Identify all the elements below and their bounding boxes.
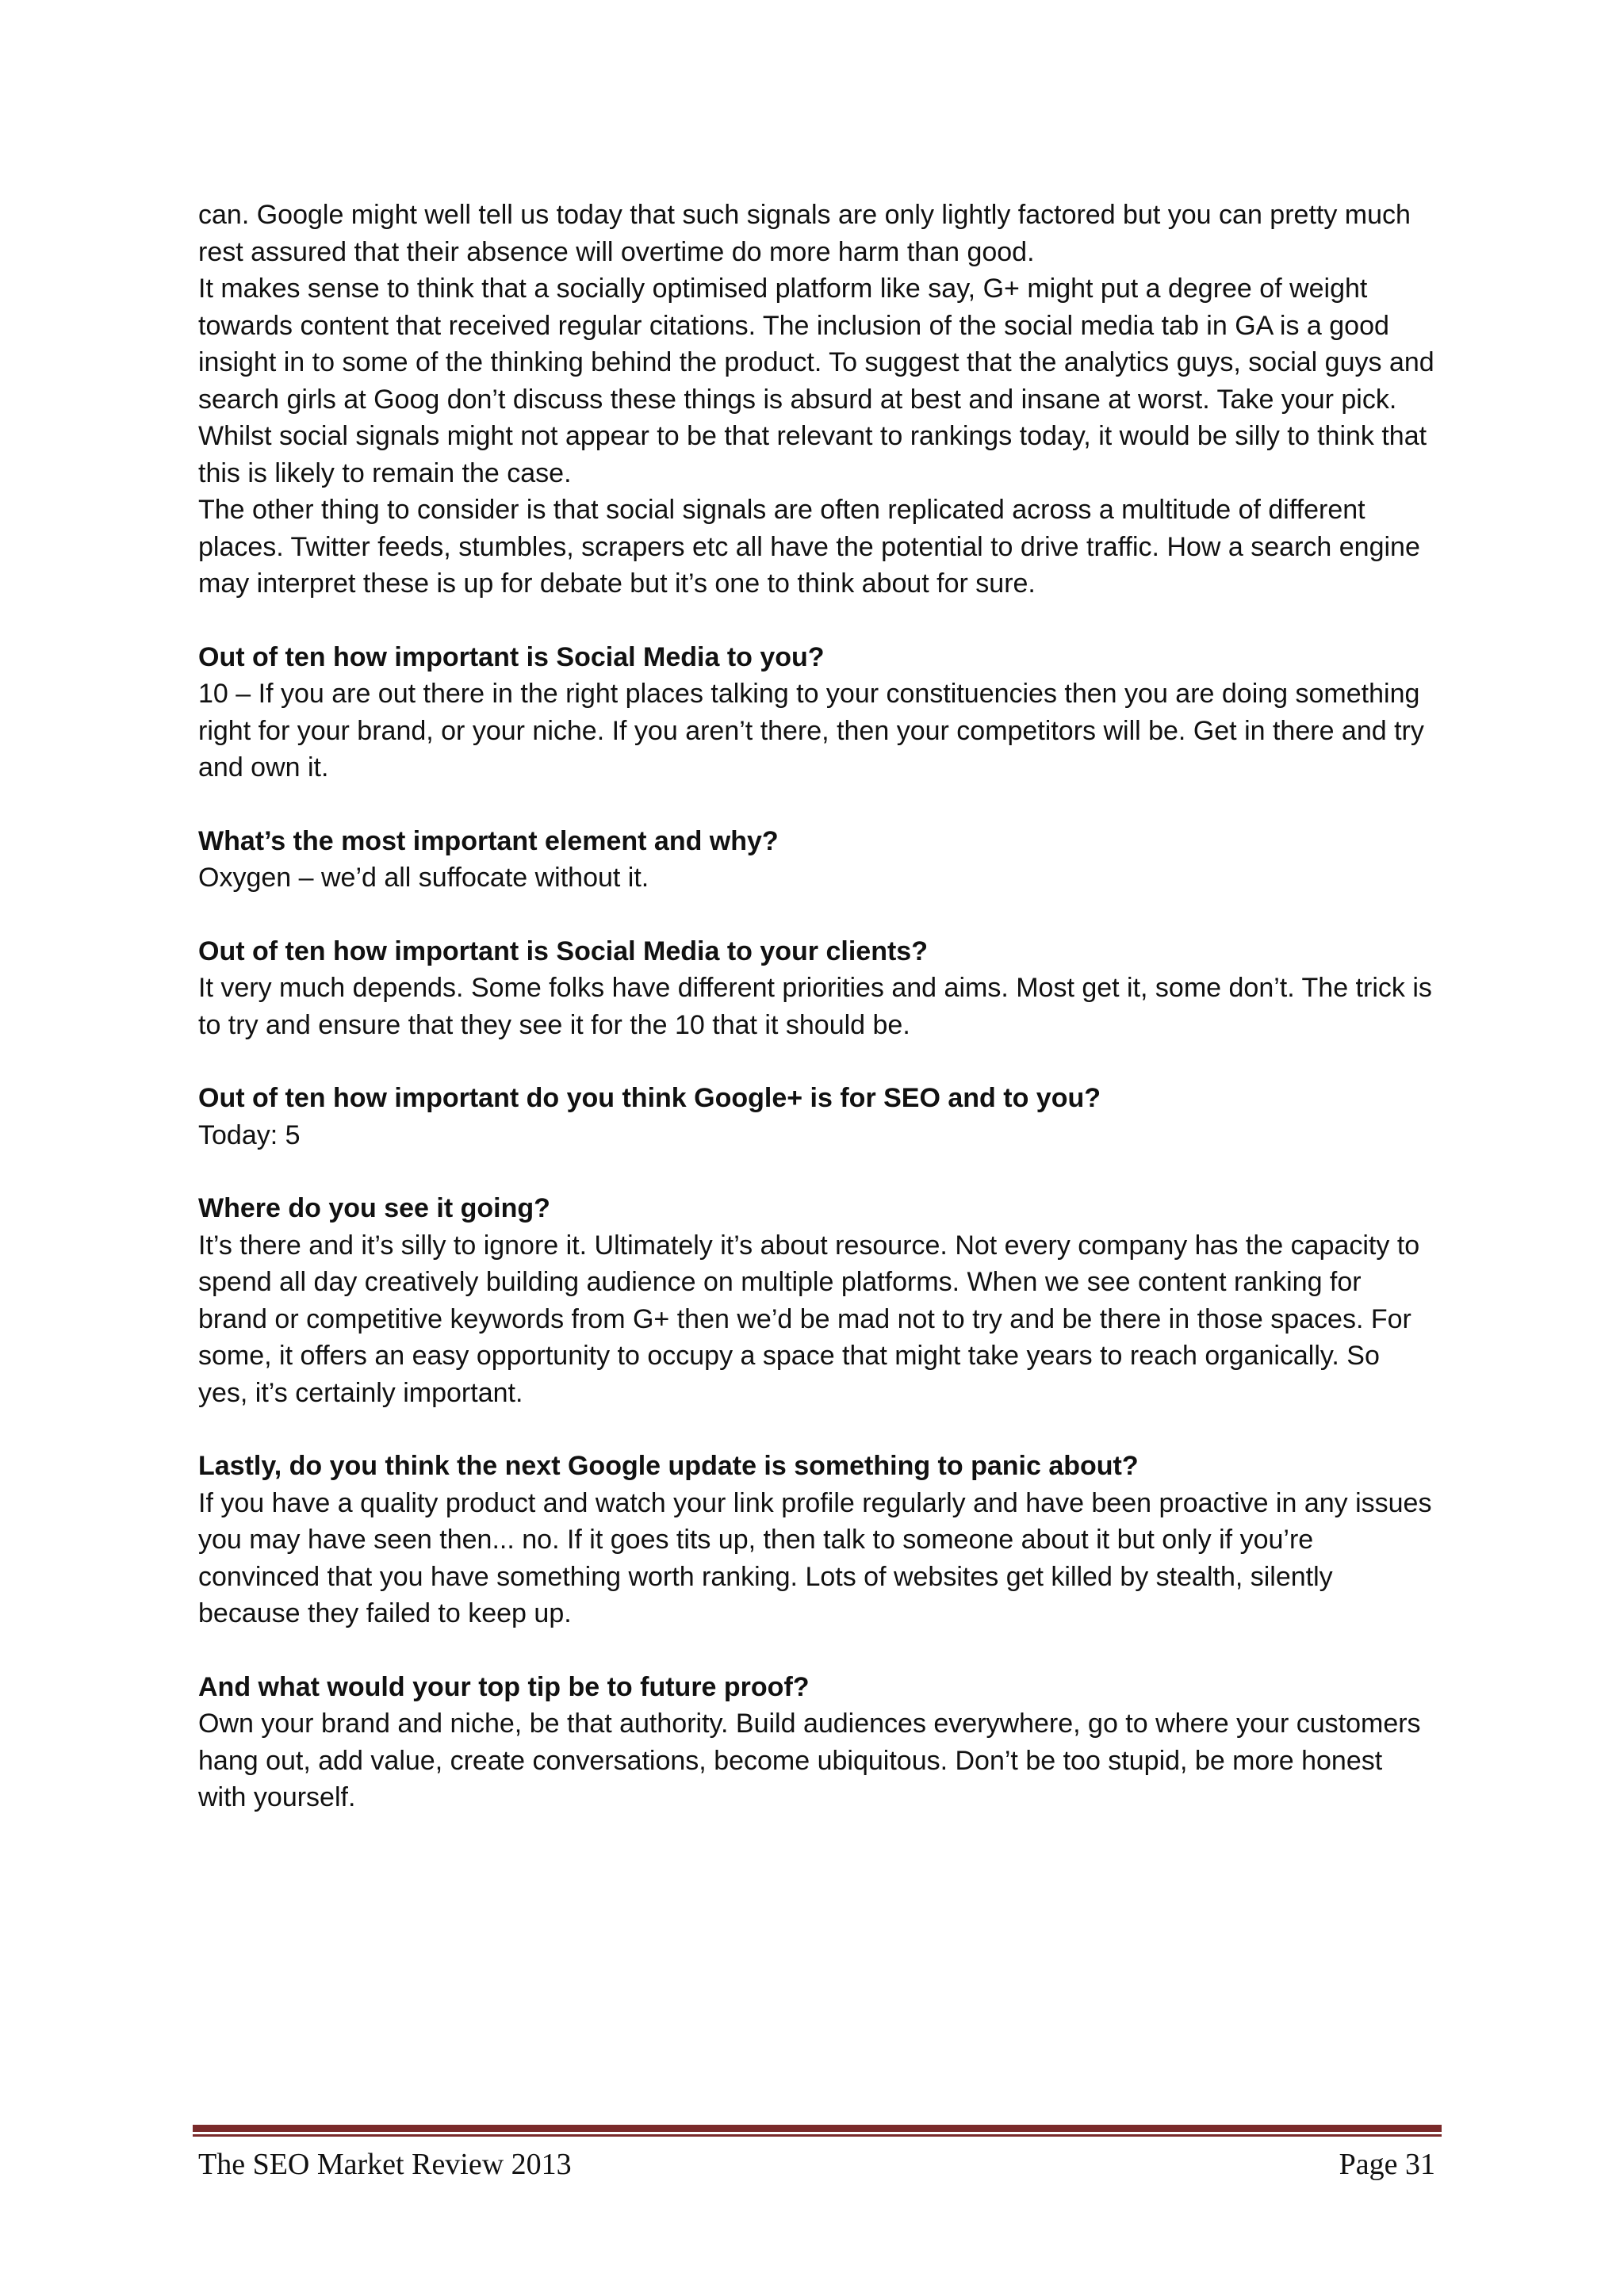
page-body <box>198 197 1435 1816</box>
question-heading: Where do you see it going? <box>198 1193 550 1223</box>
answer-text: Today: 5 <box>198 1119 301 1150</box>
body-paragraph: can. Google might well tell us today that such signals are only lightly factored but you can pretty much rest assured that their absence will overtime do more harm than good. <box>198 200 1411 267</box>
body-paragraph: Whilst social signals might not appear to be that relevant to rankings today, it would be silly to think that this is likely to remain the case. <box>198 421 1427 488</box>
footer-rule-thick <box>193 2125 1442 2132</box>
body-paragraph: It makes sense to think that a socially optimised platform like say, G+ might put a degree of weight towards content that received regular citations. The inclusion of the social media tab in GA is a good insight in to some of the thinking behind the product. To suggest that the analytics guys, social guys and search girls at Goog don’t discuss these things is absurd at best and insane at worst. Take your pick. <box>198 274 1434 415</box>
qa-block <box>198 1448 1435 1632</box>
footer-title: The SEO Market Review 2013 <box>198 2148 572 2181</box>
answer-text: It very much depends. Some folks have different priorities and aims. Most get it, some don’t. The trick is to try and ensure that they see it for the 10 that it should be. <box>198 973 1432 1040</box>
question-heading: Out of ten how important do you think Google+ is for SEO and to you? <box>198 1083 1101 1113</box>
question-heading: Lastly, do you think the next Google update is something to panic about? <box>198 1451 1139 1481</box>
qa-block <box>198 933 1435 1044</box>
question-heading: What’s the most important element and why? <box>198 825 779 856</box>
answer-text: 10 – If you are out there in the right places talking to your constituencies then you are doing something right for your brand, or your niche. If you aren’t there, then your competitors will be. Get in there and try and own it. <box>198 679 1424 783</box>
question-heading: Out of ten how important is Social Media to you? <box>198 641 825 672</box>
body-paragraph: The other thing to consider is that social signals are often replicated across a multitude of different places. Twitter feeds, stumbles, scrapers etc all have the potential to drive traffic. How a search engine may interpret these is up for debate but it’s one to think about for sure. <box>198 495 1420 599</box>
qa-block <box>198 1080 1435 1154</box>
question-heading: And what would your top tip be to future proof? <box>198 1671 810 1702</box>
qa-block <box>198 1669 1435 1816</box>
footer-rule <box>193 2125 1442 2137</box>
question-heading: Out of ten how important is Social Media to your clients? <box>198 936 928 966</box>
answer-text: Own your brand and niche, be that authority. Build audiences everywhere, go to where your customers hang out, add value, create conversations, become ubiquitous. Don’t be too stupid, be more honest with yourself. <box>198 1709 1421 1812</box>
answer-text: It’s there and it’s silly to ignore it. Ultimately it’s about resource. Not every company has the capacity to spend all day creatively building audience on multiple platforms. When we see content ranking for brand or competitive keywords from G+ then we’d be mad not to try and be there in those spaces. For some, it offers an easy opportunity to occupy a space that might take years to reach organically. So yes, it’s certainly important. <box>198 1230 1420 1408</box>
answer-text: Oxygen – we’d all suffocate without it. <box>198 863 649 893</box>
answer-text: If you have a quality product and watch your link profile regularly and have been proactive in any issues you may have seen then... no. If it goes tits up, then talk to someone about it but only if you’re convinced that you have something worth ranking. Lots of websites get killed by stealth, silently because they failed to keep up. <box>198 1487 1432 1628</box>
page-number: Page 31 <box>1339 2148 1435 2181</box>
qa-block <box>198 1190 1435 1411</box>
qa-block <box>198 823 1435 897</box>
qa-block <box>198 639 1435 786</box>
footer-rule-thin <box>193 2134 1442 2137</box>
